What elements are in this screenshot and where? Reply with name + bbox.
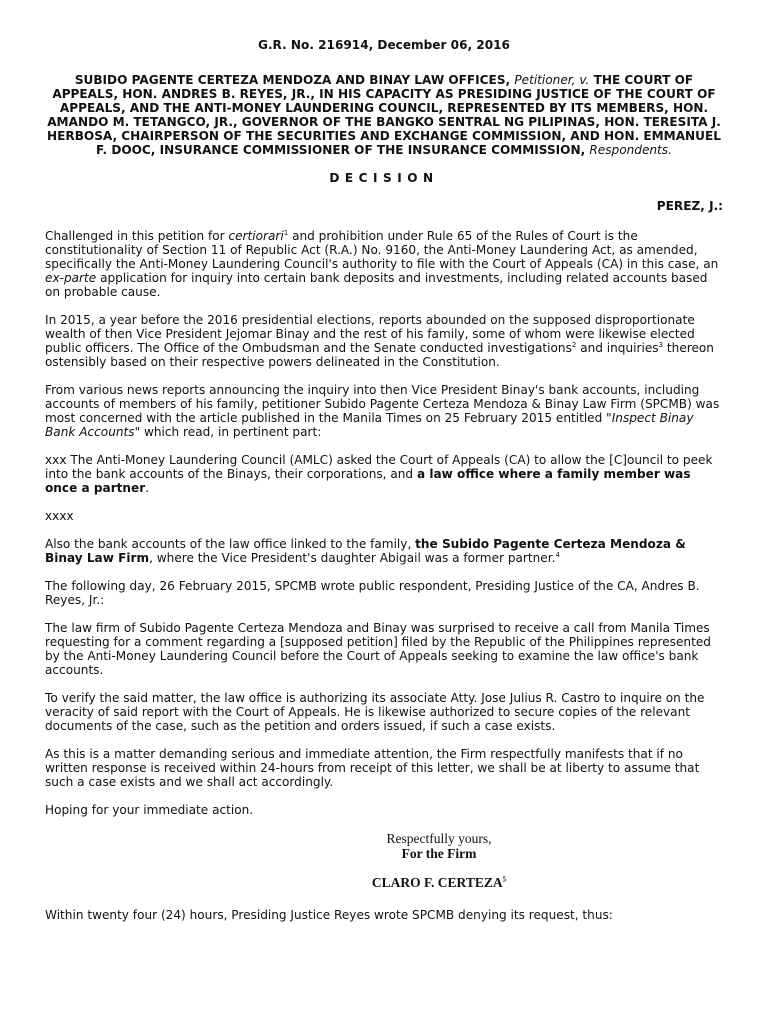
footnote-ref[interactable]: 1 <box>283 228 289 237</box>
text-run: application for inquiry into certain bank deposits and investments, including related accounts based on probable cause. <box>45 271 708 299</box>
paragraph-3 <box>45 383 723 439</box>
text-run: In 2015, a year before the 2016 presidential elections, reports abounded on the supposed disproportionate wealth of then Vice President Jejomar Binay and the rest of his family, some of whom were likewise elected public officers. The Office of the Ombudsman and the Senate conducted investigations <box>45 313 695 355</box>
petitioner-name: SUBIDO PAGENTE CERTEZA MENDOZA AND BINAY LAW OFFICES, <box>74 73 511 87</box>
footnote-ref[interactable]: 3 <box>658 340 664 349</box>
footnote-ref[interactable]: 5 <box>502 875 507 884</box>
text-run: and inquiries <box>576 341 659 355</box>
ellipsis-marker: xxxx <box>45 509 74 523</box>
letter-paragraph-2: To verify the said matter, the law office is authorizing its associate Atty. Jose Julius R. Castro to inquire on the veracity of said report with the Court of Appeals. He is likewise authorized to secure copies of the relevant documents of the case, such as the petition and orders issued, if such a case exists. <box>45 691 705 733</box>
text-run: Challenged in this petition for <box>45 229 229 243</box>
italic-term: certiorari <box>228 229 284 243</box>
letter-paragraph-1: The law firm of Subido Pagente Certeza Mendoza and Binay was surprised to receive a call from Manila Times requesting for a comment regarding a [supposed petition] filed by the Republic of the Philippines represented by the Anti-Money Laundering Council before the Court of Appeals seeking to examine the law office's bank accounts. <box>45 621 711 677</box>
case-caption <box>45 73 723 157</box>
document-page <box>45 38 723 936</box>
italic-term: ex-parte <box>45 271 97 285</box>
text-run: thereon ostensibly based on their respective powers delineated in the Constitution. <box>45 341 714 369</box>
text-run: Also the bank accounts of the law office linked to the family, <box>45 537 416 551</box>
bold-phrase: the Subido Pagente Certeza Mendoza & Binay Law Firm <box>45 537 686 565</box>
text-run: , where the Vice President's daughter Abigail was a former partner. <box>149 551 556 565</box>
closing-firm: For the Firm <box>401 846 477 861</box>
decision-heading: DECISION <box>329 171 439 185</box>
bold-phrase: a law office where a family member was once a partner <box>45 467 691 495</box>
paragraph-2 <box>45 313 723 369</box>
text-run: and prohibition under Rule 65 of the Rules of Court is the constitutionality of Section 11 of Republic Act (R.A.) No. 9160, the Anti-Money Laundering Act, as amended, specifically the Anti-Money Laundering Council's authority to file with the Court of Appeals (CA) in this case, an <box>45 229 719 271</box>
respondents-names: THE COURT OF APPEALS, HON. ANDRES B. REYES, JR., IN HIS CAPACITY AS PRESIDING JUSTICE OF THE COURT OF APPEALS, AND THE ANTI-MONEY LAUNDERING COUNCIL, REPRESENTED BY ITS MEMBERS, HON. AMANDO M. TETANGCO, JR., GOVERNOR OF THE BANGKO SENTRAL NG PILIPINAS, HON. TERESITA J. HERBOSA, CHAIRPERSON OF THE SECURITIES AND EXCHANGE COMMISSION, AND HON. EMMANUEL F. DOOC, INSURANCE COMMISSIONER OF THE INSURANCE COMMISSION, <box>47 73 721 157</box>
text-run: From various news reports announcing the inquiry into then Vice President Binay's bank accounts, including accounts of members of his family, petitioner Subido Pagente Certeza Mendoza & Binay Law Firm (SPCMB) was most concerned with the article published in the Manila Times on 25 February 2015 entitled " <box>45 383 720 425</box>
ponente: PEREZ, J.: <box>656 199 723 213</box>
closing-salutation: Respectfully yours, <box>386 831 492 846</box>
paragraph-5: Within twenty four (24) hours, Presiding Justice Reyes wrote SPCMB denying its request, thus: <box>45 908 613 922</box>
quote-1 <box>45 453 723 495</box>
italic-title: Inspect Binay Bank Accounts <box>45 411 694 439</box>
case-number-heading: G.R. No. 216914, December 06, 2016 <box>258 38 510 52</box>
paragraph-4: The following day, 26 February 2015, SPCMB wrote public respondent, Presiding Justice of the CA, Andres B. Reyes, Jr.: <box>45 579 700 607</box>
signer-name: CLARO F. CERTEZA <box>371 875 503 890</box>
text-run: " which read, in pertinent part: <box>134 425 322 439</box>
text-run: xxx The Anti-Money Laundering Council (AMLC) asked the Court of Appeals (CA) to allow the [C]ouncil to peek into the bank accounts of the Binays, their corporations, and <box>45 453 713 481</box>
footnote-ref[interactable]: 2 <box>571 340 577 349</box>
text-run: . <box>145 481 150 495</box>
petitioner-role: Petitioner, v. <box>514 73 590 87</box>
letter-signer <box>45 875 723 890</box>
letter-paragraph-4: Hoping for your immediate action. <box>45 803 254 817</box>
respondents-role: Respondents. <box>589 143 672 157</box>
letter-closing <box>45 831 723 861</box>
letter-paragraph-3: As this is a matter demanding serious and immediate attention, the Firm respectfully manifests that if no written response is received within 24-hours from receipt of this letter, we shall be at liberty to assume that such a case exists and we shall act accordingly. <box>45 747 700 789</box>
paragraph-1 <box>45 229 723 299</box>
footnote-ref[interactable]: 4 <box>555 550 560 559</box>
quote-2 <box>45 537 723 565</box>
